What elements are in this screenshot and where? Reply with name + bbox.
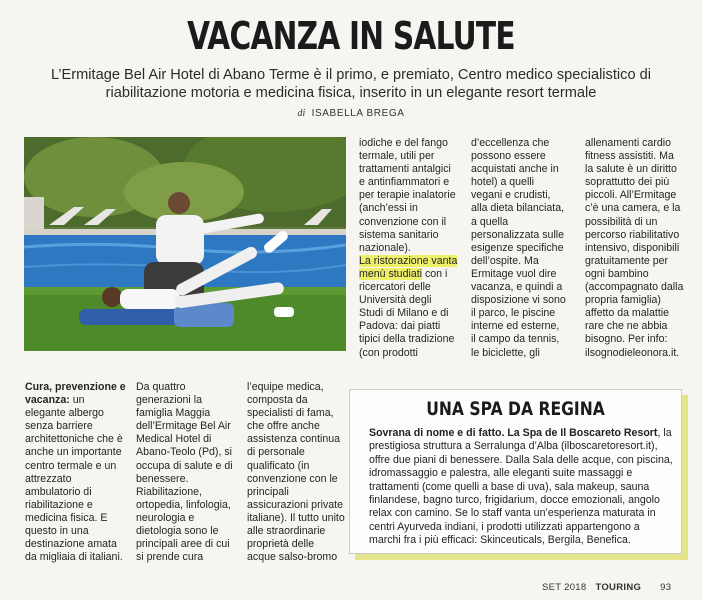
column-bottom-1-text: un elegante albergo senza barriere architettoniche che è anche un importante centro termale e un attrezzato ambulatorio di riabilitazione e medicina fisica. E questo in una destinazione amata da migliaia di italiani. bbox=[25, 394, 123, 564]
spa-text-block bbox=[369, 427, 674, 548]
page-footer bbox=[542, 582, 671, 593]
article-subtitle: L’Ermitage Bel Air Hotel di Abano Terme è il primo, e premiato, Centro medico specialistico di riabilitazione motoria e medicina fisica, inserito in un elegante resort termale bbox=[51, 67, 651, 101]
column-top-3-text: allenamenti cardio fitness assistiti. Ma la salute è un diritto soprattutto dei più piccoli. All’Ermitage c’è una camera, e la possibilità di un percorso riabilitativo intensivo, disponibili gratuitamente per ogni bambino (accompagnato dalla propria famiglia) affetto da malattie rare che ne abbia bisogno. Per info: ilsognodieleonora.it. bbox=[585, 137, 684, 359]
column-top-1-text: iodiche e del fango termale, utili per trattamenti antalgici e antinfiammatori e per terapie inalatorie (anch’essi in convenzione con il sistema sanitario nazionale). bbox=[359, 137, 456, 254]
text-column-bottom-2 bbox=[136, 381, 248, 564]
text-column-top-2 bbox=[471, 137, 581, 360]
spa-title: UNA SPA DA REGINA bbox=[426, 398, 605, 420]
article-title: VACANZA IN SALUTE bbox=[187, 14, 515, 58]
byline-prefix: di bbox=[297, 108, 306, 119]
text-column-bottom-3 bbox=[247, 381, 352, 564]
spa-lead: Sovrana di nome e di fatto. La Spa de Il Boscareto Resort bbox=[369, 427, 658, 439]
column-top-1-rest: con i ricercatori delle Università degli Studi di Milano e di Padova: dai piatti tipici della tradizione (con prodotti bbox=[359, 267, 455, 359]
footer-magazine: TOURING bbox=[595, 582, 642, 593]
byline bbox=[0, 108, 702, 119]
text-column-top-3 bbox=[585, 137, 695, 360]
article-photo bbox=[24, 137, 346, 351]
column-bottom-1-lead: Cura, prevenzione e vacanza: bbox=[25, 381, 126, 407]
text-column-bottom-1 bbox=[25, 381, 137, 564]
spa-body: , la prestigiosa struttura a Serralunga d’Alba (ilboscaretoresort.it), offre due piani di benessere. Dalla Sala delle acque, con piscina, idromassaggio e palestra, alle eleganti suite massaggi e trattamenti (come quelli a base di uva), sala makeup, sauna finlandese, bagno turco, frigidarium, docce emozionali, angolo relax con camino. Se lo staff vanta un’esperienza maturata in centri Ayurveda indiani, i prodotti utilizzati appartengono a marchi fra i più efficaci: Skinceuticals, Bergila, Benefica. bbox=[369, 427, 673, 547]
highlighted-text: La ristorazione vanta menù studiati bbox=[359, 254, 458, 280]
byline-author: ISABELLA BREGA bbox=[311, 108, 405, 119]
footer-date: SET 2018 bbox=[542, 582, 587, 593]
footer-page-number: 93 bbox=[660, 582, 672, 593]
column-bottom-3-text: l’equipe medica, composta da specialisti di fama, che offre anche assistenza continua di personale qualificato (in convenzione con le principali assicurazioni private italiane). Il tutto unito alle straordinarie proprietà delle acque salso-bromo bbox=[247, 381, 345, 564]
column-bottom-2-text: Da quattro generazioni la famiglia Maggia dell’Ermitage Bel Air Medical Hotel di Abano-Teolo (Pd), si occupa di salute e di benessere. Riabilitazione, ortopedia, linfologia, neurologia e dietologia sono le principali aree di cui si prende cura bbox=[136, 381, 233, 564]
physiotherapy-photo-illustration bbox=[24, 137, 346, 351]
spa-sidebar-box bbox=[349, 389, 682, 554]
column-top-2-text: d’eccellenza che possono essere acquistati anche in hotel) a quelli vegani e crudisti, alla dieta bilanciata, a quella personalizzata sulle esigenze specifiche dell’ospite. Ma Ermitage vuol dire vacanza, e quindi a disposizione vi sono il parco, le piscine interne ed esterne, il campo da tennis, le biciclette, gli bbox=[471, 137, 566, 359]
text-column-top-1 bbox=[359, 137, 471, 360]
